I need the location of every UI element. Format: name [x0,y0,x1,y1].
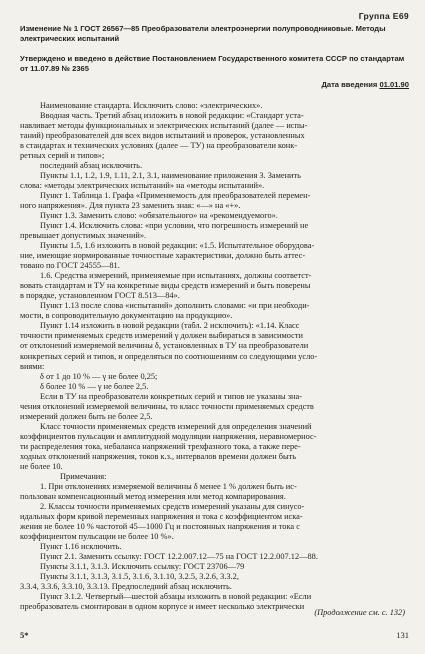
footer-mark: 5* [20,630,29,640]
text-line: Пункты 1.5, 1.6 изложить в новой редакции: «1.5. Испытательное оборудова- [40,241,315,251]
text-line: преобразователь смонтирован в одном корпусе и имеет несколько электрически [20,602,305,611]
text-line: вовать стандартам и ТУ на конкретные виды средств измерений и быть поверены [20,281,311,291]
text-line: Пункты 3.1.1, 3.1.3, 3.1.5, 3.1.6, 3.1.10, 3.2.5, 3.2.6, 3.3.2, [40,571,239,581]
page-number: 131 [396,630,409,640]
text-line: Пункты 1.1, 1.2, 1.9, 1.11, 2.1, 3.1, наименование приложения 3. Заменить [40,171,301,181]
text-line: δ от 1 до 10 % — γ не более 0,25; [40,371,158,381]
text-line: δ более 10 % — γ не более 2,5. [40,381,149,391]
text-line: Наименование стандарта. Исключить слово: «электрических». [40,101,263,110]
text-line: 2. Классы точности применяемых средств измерений указаны для синусо- [40,501,305,511]
text-line: измерений должен быть не более 2,5. [20,411,153,421]
text-line: 3.3.4, 3.3.6, 3.3.10, 3.3.13. Предпоследний абзац исключить. [20,581,232,591]
text-line: чения отклонений измеряемой величины, то класс точности применяемых средств [20,401,314,411]
text-line: превышает допустимых значений». [20,231,147,241]
text-line: коэффициентом пульсации не более 10 %». [20,531,174,541]
text-line: Пункт 2.1. Заменить ссылку: ГОСТ 12.2.007.12—75 на ГОСТ 12.2.007.12—88. [40,551,318,561]
text-line: точности применяемых средств измерений γ должен выбираться в зависимости [20,331,303,341]
text-line: последний абзац исключить. [40,161,143,171]
text-line: жения не более 10 % частотой 45—1000 Гц и постоянных напряжения и тока с [20,521,300,531]
text-line: Пункт 1.3. Заменить слово: «обязательного» на «рекомендуемого». [40,211,278,221]
text-line: 1.6. Средства измерений, применяемые при испытаниях, должны соответст- [40,271,312,281]
text-line: Пункт 1. Таблица 1. Графа «Применяемость для преобразователей перемен- [40,191,311,201]
text-line: не более 10. [20,461,63,471]
text-line: 1. При отклонениях измеряемой величины δ менее 1 % должен быть ис- [40,481,297,491]
text-line: ти распределения тока, небаланса напряжений трехфазного тока, а также пере- [20,441,301,451]
text-line: Вводная часть. Третий абзац изложить в новой редакции: «Стандарт уста- [40,111,304,121]
text-line: таний) преобразователей для всех видов испытаний и проверок, установленных [20,131,305,141]
text-line: в стандартах и технических условиях (далее — ТУ) на преобразователи конк- [20,141,298,151]
continuation-note: (Продолжение см. с. 132) [314,608,405,617]
text-line: Пункт 1.16 исключить. [40,541,122,551]
text-line: Если в ТУ на преобразователи конкретных серий и типов не указаны зна- [40,391,302,401]
text-line: ние, имеющие нормированные точностные характеристики, должно быть аттес- [20,251,306,261]
text-line: мости, в сопроводительную документацию на продукцию». [20,311,233,321]
text-line: в порядке, установленном ГОСТ 8.513—84». [20,291,180,301]
approval-heading: Утверждено и введено в действие Постановлением Государственного комитета СССР по стандартам от 11.07.89 № 2365 [20,54,405,73]
text-line: виями: [20,361,45,371]
text-line: Пункт 1.13 после слова «испытаний» дополнить словами: «и при необходи- [40,301,310,311]
effective-date [321,80,409,89]
group-code: Группа Е69 [358,11,409,21]
text-line: ретных серий и типов»; [20,151,105,161]
text-line: навливает методы функциональных и электрических испытаний (далее — испы- [20,121,308,131]
text-line: от отклонений измеряемой величины δ, установленных в ТУ на преобразователи [20,341,309,351]
text-line: товано по ГОСТ 24555—81. [20,261,120,271]
text-line: конкретных серий и типов, и определяться по соотношениям со следующими усло- [20,351,318,361]
text-line: слова: «методы электрических испытаний» на «методы испытаний». [20,181,265,191]
text-line: Класс точности применяемых средств измерений для определения значений [40,421,312,431]
text-line: коэффициентов пульсации и амплитудной модуляции напряжения, неравномернос- [20,431,317,441]
text-line: Пункт 1.14 изложить в новой редакции (табл. 2 исключить): «1.14. Класс [40,321,300,331]
text-line: Пункт 3.1.2. Четвертый—шестой абзацы изложить в новой редакции: «Если [40,591,312,601]
text-line: Пункты 3.1.1, 3.1.3. Исключить ссылку: ГОСТ 23706—79 [40,561,245,571]
text-line: Пункт 1.4. Исключить слова: «при условии, что погрешность измерений не [40,221,309,231]
text-line: идальных форм кривой переменных напряжения и тока с коэффициентом иска- [20,511,303,521]
text-line: Примечания: [60,471,107,481]
text-line: ного напряжения». Для пункта 23 заменить знак: «—» на «+». [20,201,241,211]
effective-date-label: Дата введения [321,80,378,89]
effective-date-value: 01.01.90 [379,80,409,89]
text-line: пользован компенсационный метод измерения или метод компарирования. [20,491,286,501]
text-line: ходных отклонений напряжения, токов к.з., интервалов времени должен быть [20,451,297,461]
change-heading: Изменение № 1 ГОСТ 26567—85 Преобразователи электроэнергии полупроводниковые. Методы электрических испытаний [20,24,386,43]
